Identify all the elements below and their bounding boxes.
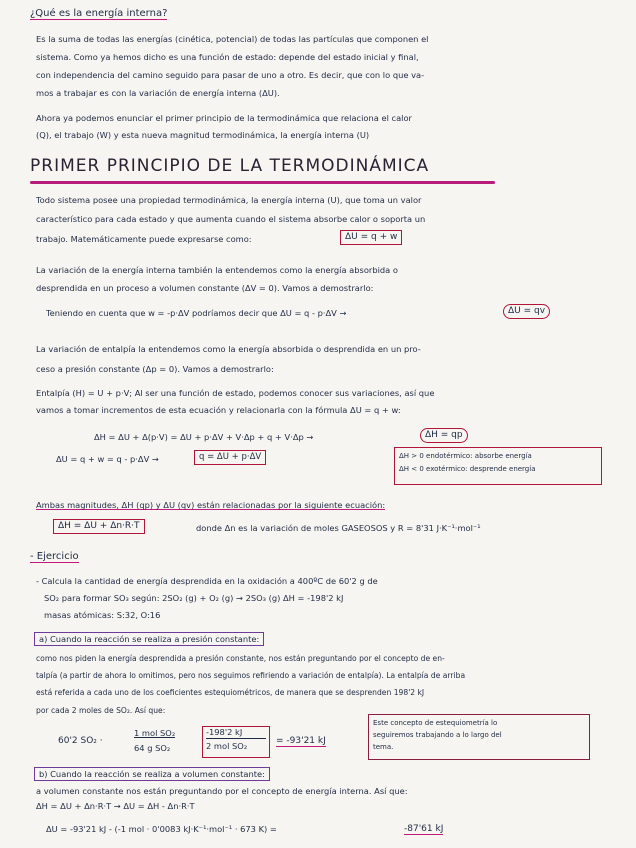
- note-line-3: tema.: [373, 743, 394, 751]
- endo-exo-box: [394, 447, 602, 485]
- part-b-calc: ΔU = -93'21 kJ - (-1 mol · 0'0083 kJ·K⁻¹·mol⁻¹ · 673 K) =: [46, 824, 277, 834]
- main-equation-box: ΔU = q + w: [340, 230, 402, 245]
- derivation-box: q = ΔU + p·ΔV: [194, 450, 266, 465]
- calc-a-fraction-1-num: 1 mol SO₂: [134, 728, 176, 738]
- relation-equation-box: ΔH = ΔU + Δn·R·T: [53, 519, 145, 534]
- ahora-line-1: Ahora ya podemos enunciar el primer principio de la termodinámica que relaciona el calor: [36, 113, 412, 123]
- section-title: PRIMER PRINCIPIO DE LA TERMODINÁMICA: [30, 156, 430, 176]
- part-a-line-3: está referida a cada uno de los coeficientes estequiométricos, de manera que se desprenden 198'2 kJ: [36, 688, 425, 697]
- part-b-line-2: ΔH = ΔU + Δn·R·T → ΔU = ΔH - Δn·R·T: [36, 801, 195, 811]
- entalpia-def-line-2: vamos a tomar incrementos de esta ecuación y relacionarla con la fórmula ΔU = q + w:: [36, 405, 401, 415]
- part-a-line-1: como nos piden la energía desprendida a presión constante, nos están preguntando por el concepto de en-: [36, 654, 445, 663]
- endotermico-text: ΔH > 0 endotérmico: absorbe energía: [399, 452, 532, 460]
- calc-a-lead: 60'2 SO₂ ·: [58, 736, 103, 746]
- entalpia-def-line-1: Entalpía (H) = U + p·V; Al ser una función de estado, podemos conocer sus variaciones, así que: [36, 388, 435, 398]
- note-line-1: Este concepto de estequiometría lo: [373, 719, 498, 727]
- intro-line-1: Es la suma de todas las energías (cinética, potencial) de todas las partículas que componen el: [36, 34, 429, 44]
- volumen-equation: Teniendo en cuenta que w = -p·ΔV podríamos decir que ΔU = q - p·ΔV →: [46, 308, 347, 318]
- note-line-2: seguiremos trabajando a lo largo del: [373, 731, 502, 739]
- exotermico-text: ΔH < 0 exotérmico: desprende energía: [399, 465, 536, 473]
- derivation-line-2: ΔU = q + w = q - p·ΔV →: [56, 454, 159, 464]
- derivation-line-1: ΔH = ΔU + Δ(p·V) = ΔU + p·ΔV + V·Δp + q + V·Δp →: [94, 432, 314, 442]
- ambas-text: Ambas magnitudes, ΔH (qp) y ΔU (qv) están relacionadas por la siguiente ecuación:: [36, 500, 386, 510]
- part-a-line-2: talpía (a partir de ahora lo omitimos, pero nos seguimos refiriendo a variación de entalpía). La entalpía de arriba: [36, 671, 466, 680]
- enthalpy-result-box: ΔH = qp: [420, 428, 468, 443]
- ejercicio-title: - Ejercicio: [30, 551, 79, 562]
- principle-line-1: Todo sistema posee una propiedad termodinámica, la energía interna (U), que toma un valor: [36, 195, 422, 205]
- volumen-line-1: La variación de la energía interna también la entendemos como la energía absorbida o: [36, 265, 398, 275]
- part-b-line-1: a volumen constante nos están preguntando por el concepto de energía interna. Así que:: [36, 786, 408, 796]
- calc-a-fraction-2-box: [202, 726, 270, 758]
- intro-line-4: mos a trabajar es con la variación de energía interna (ΔU).: [36, 88, 280, 98]
- section-title-underline: [30, 181, 495, 184]
- intro-line-2: sistema. Como ya hemos dicho es una función de estado: depende del estado inicial y final,: [36, 52, 419, 62]
- part-b-title: b) Cuando la reacción se realiza a volumen constante:: [34, 767, 270, 781]
- calc-a-fraction-1-den: 64 g SO₂: [134, 743, 171, 753]
- ejercicio-line-2: SO₂ para formar SO₃ según: 2SO₂ (g) + O₂ (g) → 2SO₃ (g) ΔH = -198'2 kJ: [44, 593, 344, 603]
- relation-explanation: donde Δn es la variación de moles GASEOSOS y R = 8'31 J·K⁻¹·mol⁻¹: [196, 523, 481, 533]
- ejercicio-line-1: - Calcula la cantidad de energía desprendida en la oxidación a 400ºC de 60'2 g de: [36, 576, 378, 586]
- part-b-result: -87'61 kJ: [404, 824, 444, 834]
- question-title: ¿Qué es la energía interna?: [30, 8, 168, 19]
- volumen-result-box: ΔU = qv: [503, 304, 550, 319]
- principle-line-2: característico para cada estado y que aumenta cuando el sistema absorbe calor o soporta un: [36, 214, 426, 224]
- principle-line-3: trabajo. Matemáticamente puede expresarse como:: [36, 234, 252, 244]
- part-a-line-4: por cada 2 moles de SO₂. Así que:: [36, 706, 166, 715]
- calc-a-result: = -93'21 kJ: [276, 736, 326, 746]
- calc-a-fraction-2-den: 2 mol SO₂: [206, 741, 248, 752]
- intro-line-3: con independencia del camino seguido para pasar de uno a otro. Es decir, que con lo que va-: [36, 70, 425, 80]
- ahora-line-2: (Q), el trabajo (W) y esta nueva magnitud termodinámica, la energía interna (U): [36, 130, 370, 140]
- volumen-line-2: desprendida en un proceso a volumen constante (ΔV = 0). Vamos a demostrarlo:: [36, 283, 374, 293]
- ejercicio-line-3: masas atómicas: S:32, O:16: [44, 610, 161, 620]
- part-a-title: a) Cuando la reacción se realiza a presión constante:: [34, 632, 264, 646]
- estequiometria-note: [368, 714, 590, 760]
- calc-a-fraction-2-num: -198'2 kJ: [206, 728, 266, 739]
- entalpia-line-1: La variación de entalpía la entendemos como la energía absorbida o desprendida en un pro-: [36, 344, 421, 354]
- entalpia-line-2: ceso a presión constante (Δp = 0). Vamos a demostrarlo:: [36, 364, 274, 374]
